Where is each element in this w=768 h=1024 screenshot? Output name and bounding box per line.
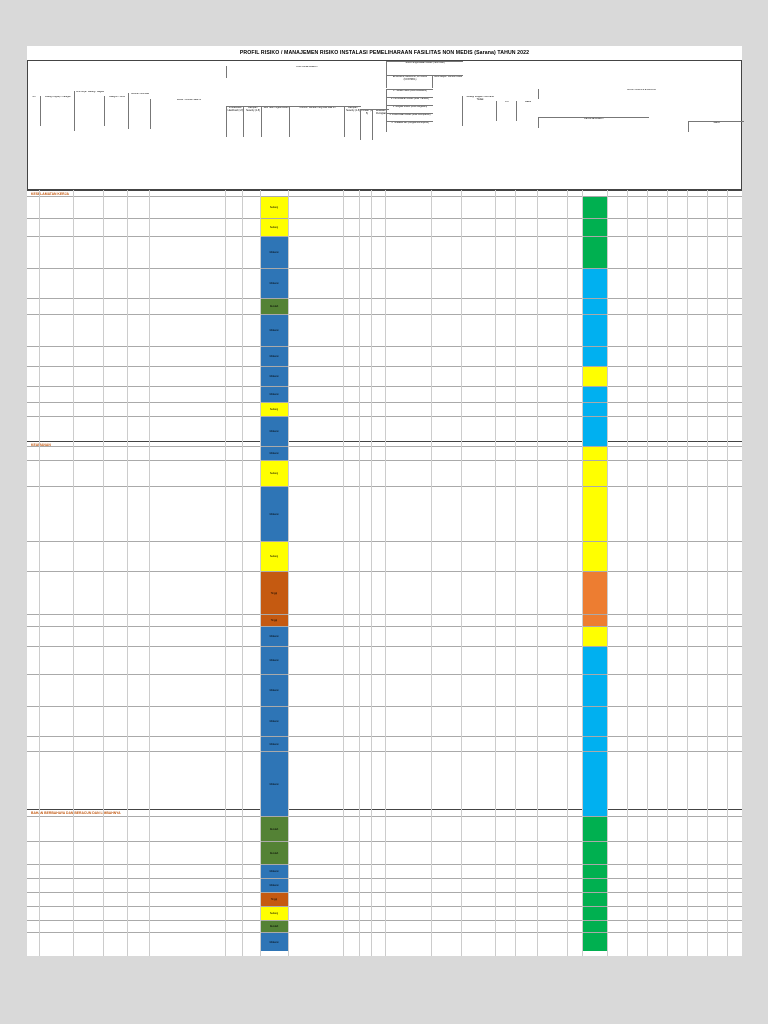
header-no: No xyxy=(32,96,36,98)
header-residual: Residual / Peringkat xyxy=(372,109,389,140)
residual-level-cell xyxy=(582,269,607,298)
header-risiko: Risiko / Kondisi Saat Ini xyxy=(150,99,227,129)
header-dampak: Dampak / Severity (1-5) xyxy=(243,106,262,137)
risk-level-label: Moderat xyxy=(269,282,279,285)
header-unit: Unit Kerja / Bidang / Bagian xyxy=(74,91,105,131)
residual-level-cell xyxy=(582,299,607,314)
risk-level-cell xyxy=(260,197,288,218)
risk-level-label: Moderat xyxy=(269,635,279,638)
risk-level-cell xyxy=(260,315,288,346)
residual-level-cell xyxy=(582,865,607,878)
residual-level-cell xyxy=(582,417,607,446)
risk-level-cell xyxy=(260,237,288,268)
residual-level-cell xyxy=(582,842,607,864)
header-biaya: Jenis Biaya / Sumber Dana xyxy=(432,75,463,88)
header-dampak2: Dampak / Severity (1-5) xyxy=(344,106,361,137)
risk-level-cell xyxy=(260,879,288,892)
risk-level-cell xyxy=(260,387,288,402)
header-opsi-2: 2. Pemindahan Risiko (Risk Transfer) xyxy=(386,97,433,106)
header-sumber: Sumber Informasi xyxy=(128,93,151,129)
residual-level-cell xyxy=(582,893,607,906)
risk-level-label: Moderat xyxy=(269,940,279,944)
residual-level-cell xyxy=(582,817,607,841)
document-title: PROFIL RISIKO / MANAJEMEN RISIKO INSTALASI PEMELIHARAAN FASILITAS NON MEDIS (Sarana) TAHUN 2022 xyxy=(239,50,530,56)
risk-level-cell xyxy=(260,403,288,416)
risk-level-label: Sedang xyxy=(269,912,279,915)
header-waktu: Waktu xyxy=(516,101,539,121)
risk-level-cell xyxy=(260,707,288,736)
risk-level-label: Rendah xyxy=(269,925,279,928)
residual-level-cell xyxy=(582,933,607,951)
residual-level-cell xyxy=(582,627,607,646)
risk-level-label: Moderat xyxy=(269,375,279,378)
risk-level-label: Moderat xyxy=(269,689,279,692)
residual-level-cell xyxy=(582,707,607,736)
residual-level-cell xyxy=(582,487,607,541)
risk-level-cell xyxy=(260,367,288,386)
risk-level-label: Moderat xyxy=(269,430,279,433)
residual-level-cell xyxy=(582,921,607,932)
risk-level-label: Moderat xyxy=(269,659,279,662)
risk-level-label: Moderat xyxy=(269,251,279,254)
risk-level-label: Sedang xyxy=(269,206,279,209)
risk-level-label: Sedang xyxy=(269,408,279,411)
risk-level-label: Tinggi xyxy=(270,619,278,622)
header-opsi-4: 4. Penerimaan Risiko (Risk Acceptance) xyxy=(386,113,433,122)
risk-level-label: Sedang xyxy=(269,472,279,475)
residual-level-cell xyxy=(582,347,607,366)
risk-level-label: Moderat xyxy=(269,393,279,396)
risk-level-cell xyxy=(260,921,288,932)
table-header xyxy=(27,60,742,190)
header-skor: Skor Nilai Tingkat Risiko xyxy=(261,106,290,137)
risk-level-label: Sedang xyxy=(269,226,279,229)
risk-level-label: Moderat xyxy=(269,720,279,723)
header-assessment: RISK ASSESSMENT xyxy=(226,66,387,78)
residual-level-cell xyxy=(582,237,607,268)
risk-level-cell xyxy=(260,542,288,571)
header-opsi-1: 1. Hindari risiko (Risk Avoidance) xyxy=(386,89,433,98)
risk-level-cell xyxy=(260,737,288,751)
risk-level-cell xyxy=(260,447,288,460)
risk-level-cell xyxy=(260,752,288,816)
risk-level-label: Moderat xyxy=(269,355,279,358)
residual-level-cell xyxy=(582,737,607,751)
risk-level-cell xyxy=(260,299,288,314)
residual-level-cell xyxy=(582,907,607,920)
risk-level-cell xyxy=(260,572,288,614)
residual-level-cell xyxy=(582,197,607,218)
risk-level-label: Rendah xyxy=(269,305,279,308)
residual-level-cell xyxy=(582,879,607,892)
risk-level-label: Moderat xyxy=(269,512,279,516)
residual-level-cell xyxy=(582,461,607,486)
residual-level-cell xyxy=(582,367,607,386)
risk-level-cell xyxy=(260,865,288,878)
risk-level-label: Tinggi xyxy=(270,591,278,595)
header-kontrol: Kontrol / Kendali Yang Ada Saat Ini xyxy=(289,106,345,137)
risk-level-label: Moderat xyxy=(269,782,279,786)
header-jenis-pengendalian: Jenis Pengendalian Risiko (Teori Risk) xyxy=(386,61,463,76)
residual-level-cell xyxy=(582,219,607,236)
header-opsi-3: 3. Mitigasi Risiko (Risk Mitigation) xyxy=(386,105,433,114)
residual-level-cell xyxy=(582,572,607,614)
header-pic: PIC xyxy=(496,101,517,121)
header-monitoring: MONITORING & EVALUASI xyxy=(538,89,744,99)
residual-level-cell xyxy=(582,447,607,460)
header-probabilitas: Probabilitas / Likelihood (1-5) xyxy=(226,106,244,137)
residual-level-cell xyxy=(582,675,607,706)
residual-level-cell xyxy=(582,542,607,571)
risk-level-cell xyxy=(260,647,288,674)
risk-level-cell xyxy=(260,907,288,920)
risk-level-label: Rendah xyxy=(269,851,279,855)
header-eliminasi: ELIMINASI, REDUKSI, MITIGASI (CONTROL) xyxy=(386,75,433,88)
residual-level-cell xyxy=(582,615,607,626)
header-status: Status xyxy=(688,121,744,132)
document-sheet xyxy=(27,46,742,956)
risk-level-cell xyxy=(260,675,288,706)
risk-level-cell xyxy=(260,817,288,841)
header-lingkup: Ruang Lingkup / Kategori xyxy=(40,96,75,126)
header-probab2: Probab. (1-5) xyxy=(360,109,373,140)
risk-level-cell xyxy=(260,487,288,541)
section-label: KESELAMATAN KERJA xyxy=(31,191,69,196)
section-label: KEAMANAN xyxy=(31,442,51,447)
header-reassessment: RE-ASSESSMENT xyxy=(538,117,649,128)
risk-level-cell xyxy=(260,627,288,646)
risk-level-cell xyxy=(260,347,288,366)
risk-level-label: Moderat xyxy=(269,329,279,332)
risk-level-cell xyxy=(260,219,288,236)
header-upaya: Strategi Mitigasi / Rencana Tindak xyxy=(462,96,497,126)
risk-level-label: Moderat xyxy=(269,742,279,746)
residual-level-cell xyxy=(582,403,607,416)
risk-level-label: Moderat xyxy=(269,884,279,887)
risk-level-cell xyxy=(260,269,288,298)
risk-level-label: Moderat xyxy=(269,870,279,873)
risk-level-label: Moderat xyxy=(269,452,279,455)
risk-level-label: Rendah xyxy=(269,827,279,831)
residual-level-cell xyxy=(582,315,607,346)
risk-level-cell xyxy=(260,461,288,486)
risk-level-label: Tinggi xyxy=(270,898,278,901)
risk-level-cell xyxy=(260,842,288,864)
residual-level-cell xyxy=(582,752,607,816)
residual-level-cell xyxy=(582,647,607,674)
risk-level-cell xyxy=(260,933,288,951)
risk-level-cell xyxy=(260,417,288,446)
risk-level-label: Sedang xyxy=(269,555,279,558)
header-jenis: Kategori / Jenis xyxy=(104,96,129,126)
residual-level-cell xyxy=(582,387,607,402)
section-label: BAHAN BERBAHAYA DAN BERACUN DAN LIMBAHNYA xyxy=(31,810,121,815)
header-opsi-5: 5. Tindakan lain (mitigasi kontinjensi) xyxy=(386,121,433,132)
risk-level-cell xyxy=(260,615,288,626)
risk-level-cell xyxy=(260,893,288,906)
